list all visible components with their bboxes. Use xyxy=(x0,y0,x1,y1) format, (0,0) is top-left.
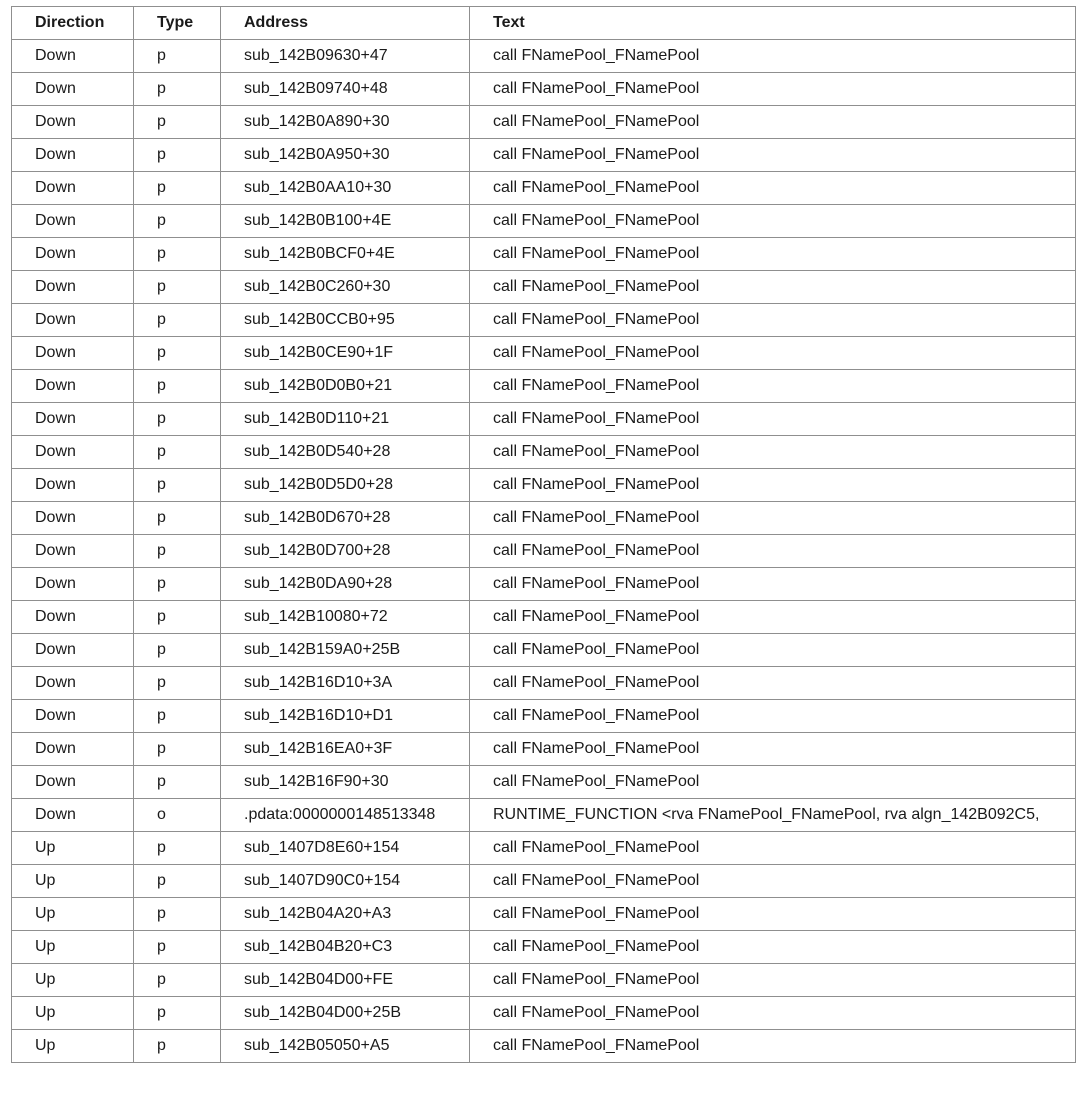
cell-direction: Down xyxy=(12,667,134,700)
cell-direction: Down xyxy=(12,271,134,304)
cell-text: call FNamePool_FNamePool xyxy=(470,139,1076,172)
cell-address: sub_142B0D5D0+28 xyxy=(221,469,470,502)
cell-direction: Down xyxy=(12,502,134,535)
cell-direction: Up xyxy=(12,898,134,931)
table-row[interactable] xyxy=(12,931,1076,964)
cell-text: call FNamePool_FNamePool xyxy=(470,1030,1076,1063)
cell-text: call FNamePool_FNamePool xyxy=(470,964,1076,997)
cell-direction: Down xyxy=(12,766,134,799)
table-row[interactable] xyxy=(12,403,1076,436)
cell-direction: Up xyxy=(12,964,134,997)
table-row[interactable] xyxy=(12,337,1076,370)
cell-address: sub_142B159A0+25B xyxy=(221,634,470,667)
cell-text: call FNamePool_FNamePool xyxy=(470,172,1076,205)
cell-direction: Down xyxy=(12,238,134,271)
table-row[interactable] xyxy=(12,304,1076,337)
cell-address: sub_142B0D110+21 xyxy=(221,403,470,436)
table-row[interactable] xyxy=(12,238,1076,271)
cell-type: p xyxy=(134,106,221,139)
table-row[interactable] xyxy=(12,535,1076,568)
header-text: Text xyxy=(470,7,1076,40)
cell-text: call FNamePool_FNamePool xyxy=(470,733,1076,766)
cell-text: call FNamePool_FNamePool xyxy=(470,370,1076,403)
cell-text: RUNTIME_FUNCTION <rva FNamePool_FNamePool, rva algn_142B092C5, xyxy=(470,799,1076,832)
table-row[interactable] xyxy=(12,172,1076,205)
cell-address: sub_142B0D700+28 xyxy=(221,535,470,568)
cell-type: p xyxy=(134,337,221,370)
table-row[interactable] xyxy=(12,700,1076,733)
cell-text: call FNamePool_FNamePool xyxy=(470,667,1076,700)
cell-address: sub_142B10080+72 xyxy=(221,601,470,634)
cell-type: p xyxy=(134,865,221,898)
cell-text: call FNamePool_FNamePool xyxy=(470,73,1076,106)
table-row[interactable] xyxy=(12,733,1076,766)
header-type: Type xyxy=(134,7,221,40)
cell-type: p xyxy=(134,139,221,172)
table-row[interactable] xyxy=(12,898,1076,931)
cell-type: p xyxy=(134,271,221,304)
table-body xyxy=(12,40,1076,1063)
cell-text: call FNamePool_FNamePool xyxy=(470,766,1076,799)
cell-text: call FNamePool_FNamePool xyxy=(470,337,1076,370)
cell-direction: Down xyxy=(12,337,134,370)
table-row[interactable] xyxy=(12,205,1076,238)
cell-direction: Down xyxy=(12,535,134,568)
cell-text: call FNamePool_FNamePool xyxy=(470,700,1076,733)
table-row[interactable] xyxy=(12,1030,1076,1063)
cell-direction: Down xyxy=(12,205,134,238)
cell-type: p xyxy=(134,997,221,1030)
cell-address: sub_142B0CCB0+95 xyxy=(221,304,470,337)
cell-type: p xyxy=(134,304,221,337)
cell-direction: Down xyxy=(12,568,134,601)
cell-address: sub_142B04B20+C3 xyxy=(221,931,470,964)
cell-type: p xyxy=(134,370,221,403)
cell-direction: Down xyxy=(12,139,134,172)
table-row[interactable] xyxy=(12,964,1076,997)
table-row[interactable] xyxy=(12,40,1076,73)
cell-direction: Down xyxy=(12,106,134,139)
cell-direction: Up xyxy=(12,832,134,865)
table-row[interactable] xyxy=(12,601,1076,634)
cell-type: p xyxy=(134,403,221,436)
cell-direction: Down xyxy=(12,601,134,634)
cell-type: p xyxy=(134,535,221,568)
cell-type: p xyxy=(134,766,221,799)
table-row[interactable] xyxy=(12,370,1076,403)
cell-address: sub_1407D8E60+154 xyxy=(221,832,470,865)
cell-text: call FNamePool_FNamePool xyxy=(470,40,1076,73)
cell-address: sub_142B04A20+A3 xyxy=(221,898,470,931)
cell-type: p xyxy=(134,469,221,502)
cell-type: p xyxy=(134,73,221,106)
cell-type: p xyxy=(134,700,221,733)
table-row[interactable] xyxy=(12,469,1076,502)
cell-type: p xyxy=(134,502,221,535)
table-row[interactable] xyxy=(12,436,1076,469)
table-row[interactable] xyxy=(12,73,1076,106)
cell-address: .pdata:0000000148513348 xyxy=(221,799,470,832)
cell-text: call FNamePool_FNamePool xyxy=(470,436,1076,469)
cell-text: call FNamePool_FNamePool xyxy=(470,205,1076,238)
cell-direction: Down xyxy=(12,304,134,337)
table-row[interactable] xyxy=(12,766,1076,799)
cell-address: sub_142B0C260+30 xyxy=(221,271,470,304)
cell-type: p xyxy=(134,172,221,205)
cell-text: call FNamePool_FNamePool xyxy=(470,832,1076,865)
header-address: Address xyxy=(221,7,470,40)
table-row[interactable] xyxy=(12,667,1076,700)
cell-type: p xyxy=(134,601,221,634)
cell-text: call FNamePool_FNamePool xyxy=(470,568,1076,601)
cell-address: sub_142B0AA10+30 xyxy=(221,172,470,205)
cell-direction: Up xyxy=(12,997,134,1030)
cell-text: call FNamePool_FNamePool xyxy=(470,403,1076,436)
table-row[interactable] xyxy=(12,106,1076,139)
cell-type: p xyxy=(134,832,221,865)
cell-address: sub_142B0A950+30 xyxy=(221,139,470,172)
cell-address: sub_142B0A890+30 xyxy=(221,106,470,139)
cell-type: p xyxy=(134,205,221,238)
cell-type: p xyxy=(134,667,221,700)
cell-direction: Down xyxy=(12,469,134,502)
cell-text: call FNamePool_FNamePool xyxy=(470,502,1076,535)
cell-type: p xyxy=(134,964,221,997)
cell-text: call FNamePool_FNamePool xyxy=(470,106,1076,139)
cell-address: sub_142B0D670+28 xyxy=(221,502,470,535)
cell-text: call FNamePool_FNamePool xyxy=(470,898,1076,931)
cell-address: sub_142B16F90+30 xyxy=(221,766,470,799)
header-direction: Direction xyxy=(12,7,134,40)
cell-type: p xyxy=(134,898,221,931)
cell-type: p xyxy=(134,40,221,73)
cell-direction: Down xyxy=(12,73,134,106)
cell-type: p xyxy=(134,436,221,469)
cell-type: p xyxy=(134,568,221,601)
cell-address: sub_142B16D10+3A xyxy=(221,667,470,700)
cell-address: sub_142B05050+A5 xyxy=(221,1030,470,1063)
cell-address: sub_142B0D540+28 xyxy=(221,436,470,469)
cell-address: sub_142B04D00+25B xyxy=(221,997,470,1030)
cell-direction: Up xyxy=(12,1030,134,1063)
cell-address: sub_142B0B100+4E xyxy=(221,205,470,238)
cell-text: call FNamePool_FNamePool xyxy=(470,238,1076,271)
cell-direction: Down xyxy=(12,403,134,436)
cell-address: sub_142B09740+48 xyxy=(221,73,470,106)
cell-text: call FNamePool_FNamePool xyxy=(470,601,1076,634)
cell-address: sub_142B0D0B0+21 xyxy=(221,370,470,403)
cell-address: sub_142B0DA90+28 xyxy=(221,568,470,601)
cell-direction: Up xyxy=(12,931,134,964)
table-row[interactable] xyxy=(12,634,1076,667)
table-row[interactable] xyxy=(12,832,1076,865)
cell-address: sub_142B09630+47 xyxy=(221,40,470,73)
table-row[interactable] xyxy=(12,271,1076,304)
cell-direction: Up xyxy=(12,865,134,898)
cell-type: p xyxy=(134,1030,221,1063)
table-row[interactable] xyxy=(12,568,1076,601)
cell-type: p xyxy=(134,733,221,766)
cell-address: sub_142B0CE90+1F xyxy=(221,337,470,370)
cell-type: p xyxy=(134,931,221,964)
cell-address: sub_142B0BCF0+4E xyxy=(221,238,470,271)
table-row[interactable] xyxy=(12,502,1076,535)
table-row[interactable] xyxy=(12,997,1076,1030)
cell-text: call FNamePool_FNamePool xyxy=(470,535,1076,568)
cell-text: call FNamePool_FNamePool xyxy=(470,865,1076,898)
cell-direction: Down xyxy=(12,700,134,733)
cell-text: call FNamePool_FNamePool xyxy=(470,469,1076,502)
cell-direction: Down xyxy=(12,733,134,766)
table-header-row xyxy=(12,7,1076,40)
table-row[interactable] xyxy=(12,865,1076,898)
cell-text: call FNamePool_FNamePool xyxy=(470,634,1076,667)
cell-direction: Down xyxy=(12,799,134,832)
cell-direction: Down xyxy=(12,634,134,667)
cell-type: o xyxy=(134,799,221,832)
xrefs-table xyxy=(11,6,1076,1063)
table-row[interactable] xyxy=(12,139,1076,172)
cell-text: call FNamePool_FNamePool xyxy=(470,997,1076,1030)
table-row[interactable] xyxy=(12,799,1076,832)
cell-direction: Down xyxy=(12,436,134,469)
cell-direction: Down xyxy=(12,40,134,73)
cell-address: sub_142B16EA0+3F xyxy=(221,733,470,766)
cell-address: sub_1407D90C0+154 xyxy=(221,865,470,898)
cell-text: call FNamePool_FNamePool xyxy=(470,931,1076,964)
cell-text: call FNamePool_FNamePool xyxy=(470,304,1076,337)
cell-direction: Down xyxy=(12,172,134,205)
cell-address: sub_142B04D00+FE xyxy=(221,964,470,997)
cell-type: p xyxy=(134,634,221,667)
cell-text: call FNamePool_FNamePool xyxy=(470,271,1076,304)
cell-type: p xyxy=(134,238,221,271)
cell-direction: Down xyxy=(12,370,134,403)
cell-address: sub_142B16D10+D1 xyxy=(221,700,470,733)
